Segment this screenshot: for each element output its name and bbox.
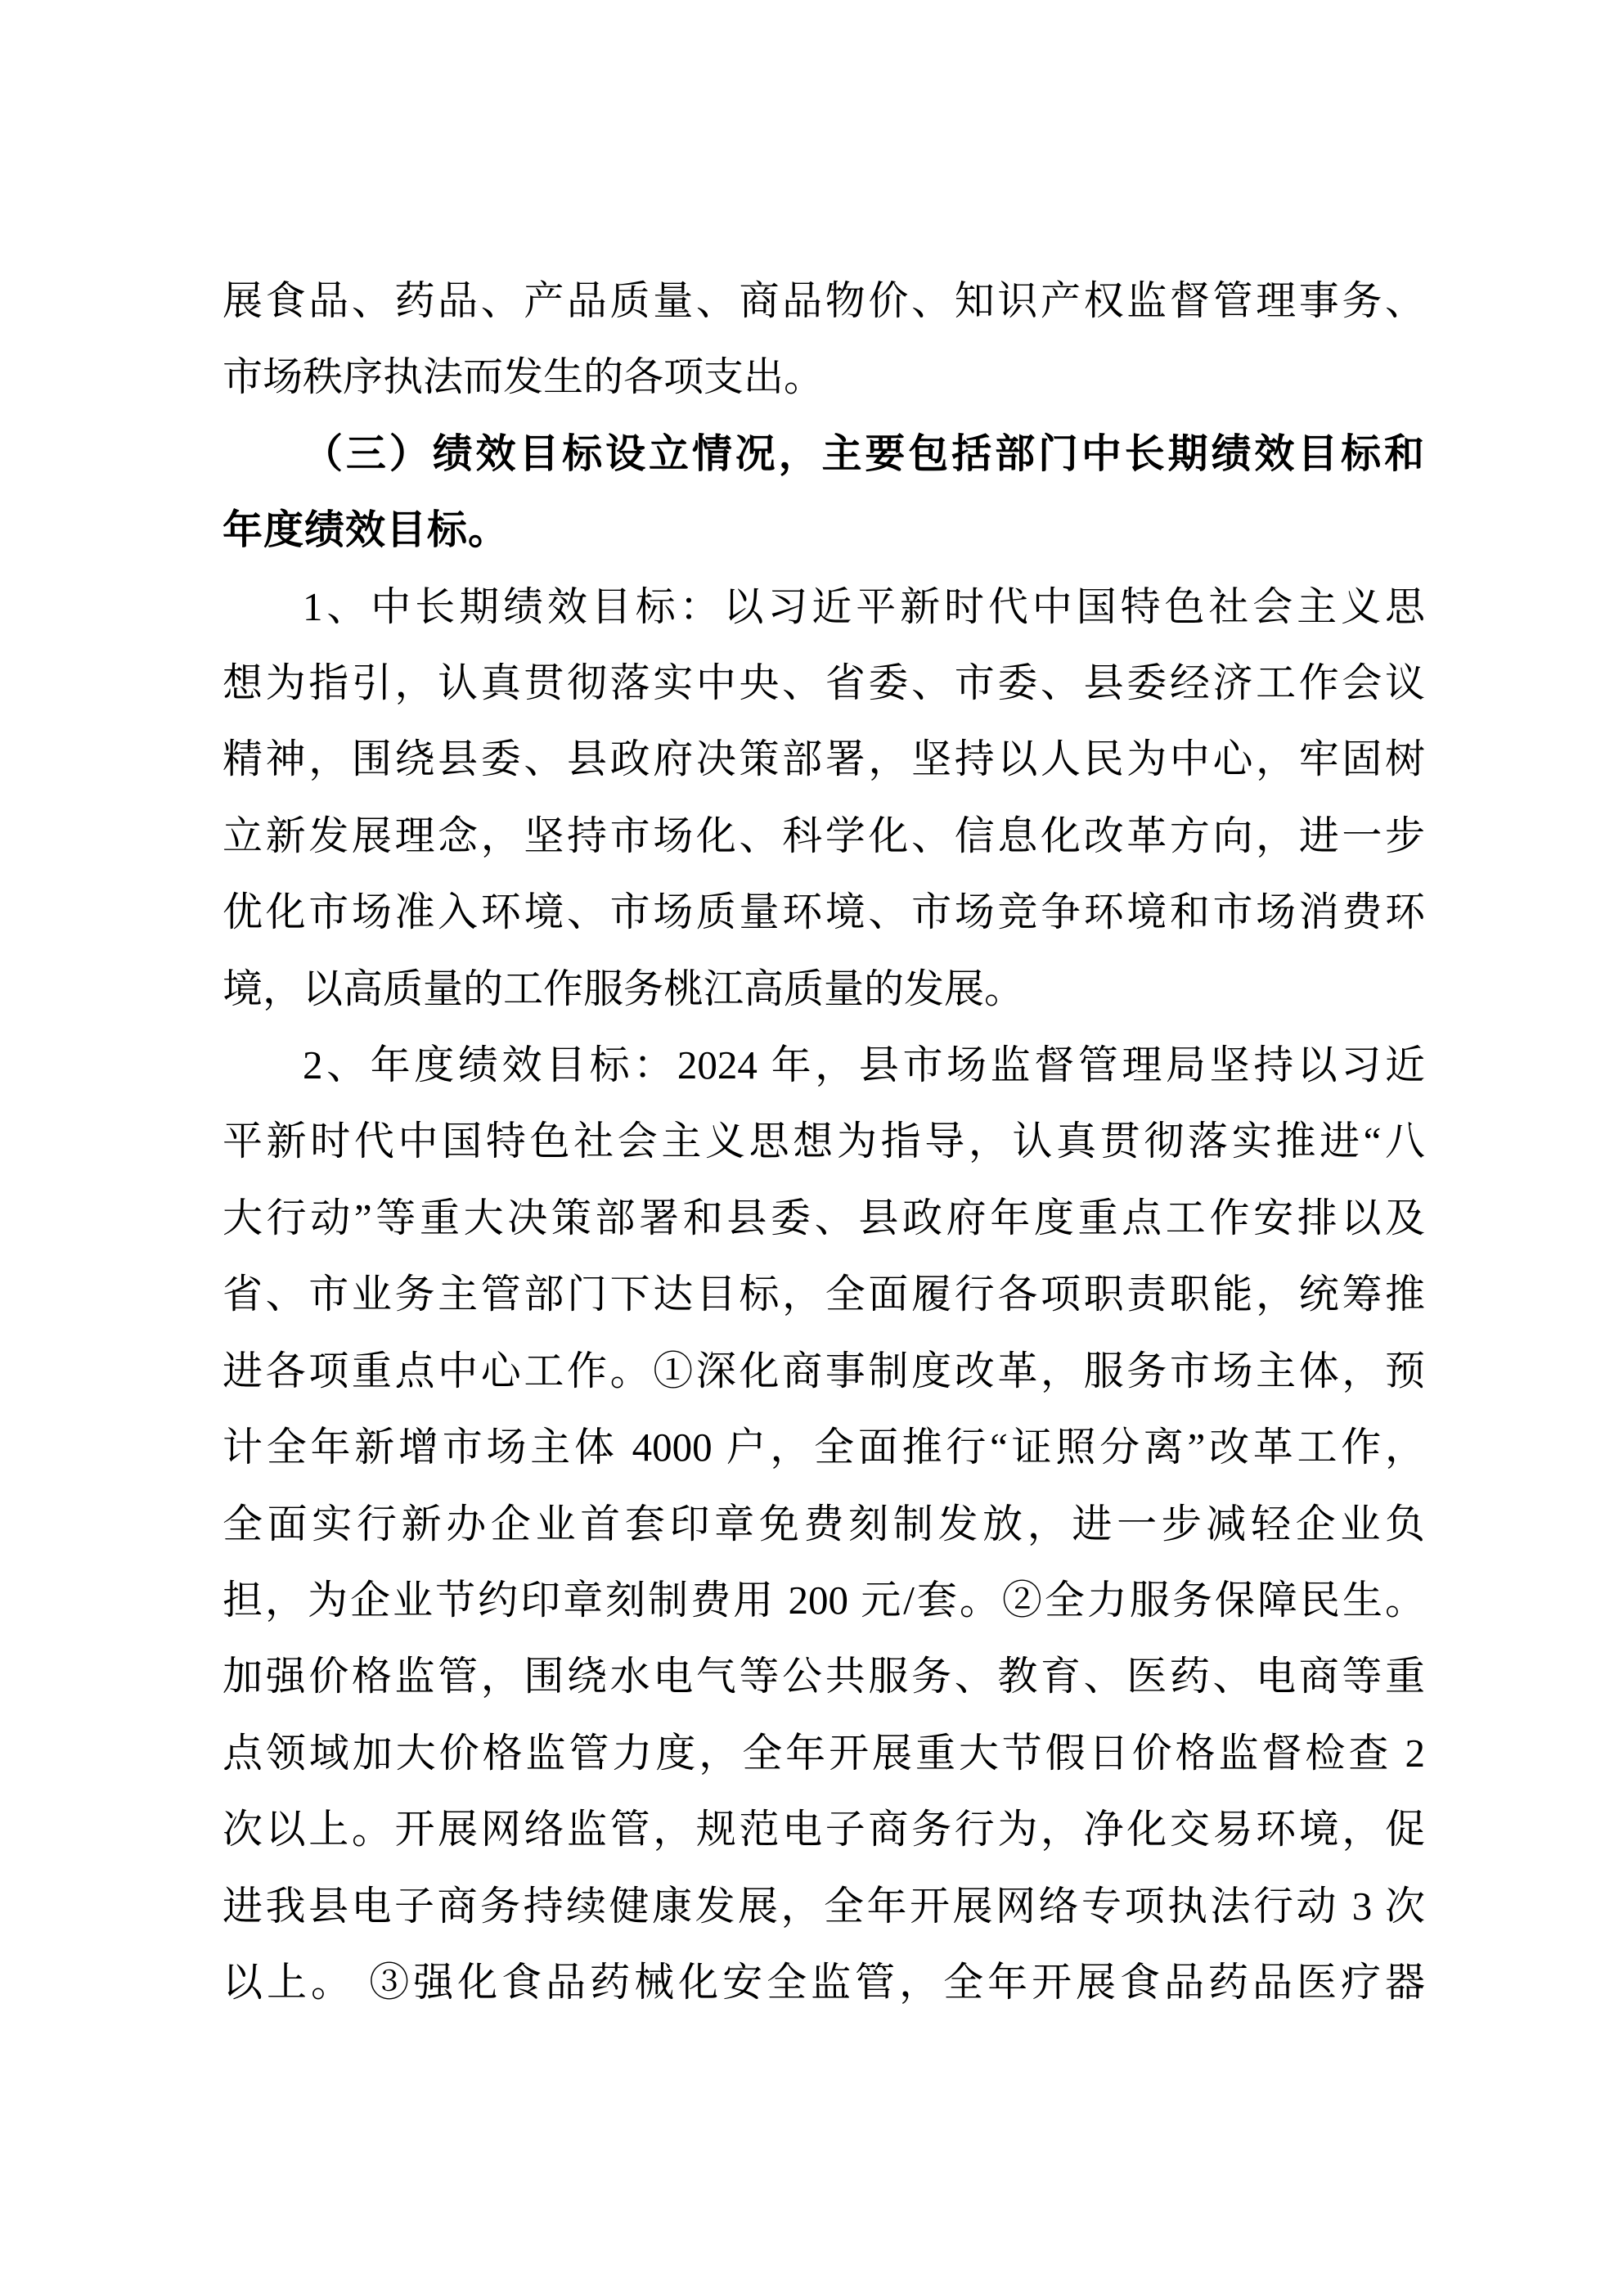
text-line: 次以上。开展网络监管，规范电子商务行为，净化交易环境，促 xyxy=(223,1807,1425,1853)
heading-line: 年度绩效目标。 xyxy=(223,507,510,553)
text-line: 进我县电子商务持续健康发展，全年开展网络专项执法行动 3 次 xyxy=(223,1883,1425,1929)
text-line: 省、市业务主管部门下达目标，全面履行各项职责职能，统筹推 xyxy=(223,1272,1425,1317)
paragraph-annual-performance-goals xyxy=(223,1027,1425,2020)
paragraph-midterm-performance-goals xyxy=(223,569,1425,1027)
text-line: 担，为企业节约印章刻制费用 200 元/套。②全力服务保障民生。 xyxy=(223,1577,1425,1623)
text-line: 2、年度绩效目标：2024 年，县市场监督管理局坚持以习近 xyxy=(303,1042,1425,1088)
text-line: 进各项重点中心工作。①深化商事制度改革，服务市场主体，预 xyxy=(223,1348,1425,1393)
text-line: 加强价格监管，围绕水电气等公共服务、教育、医药、电商等重 xyxy=(223,1654,1425,1699)
text-line: 展食品、药品、产品质量、商品物价、知识产权监督管理事务、 xyxy=(223,278,1425,323)
text-line: 以上。 ③强化食品药械化安全监管，全年开展食品药品医疗器 xyxy=(223,1959,1425,2005)
text-line: 优化市场准入环境、市场质量环境、市场竞争环境和市场消费环 xyxy=(223,889,1425,935)
text-line: 想为指引，认真贯彻落实中央、省委、市委、县委经济工作会议 xyxy=(223,660,1425,706)
text-line: 精神，围绕县委、县政府决策部署，坚持以人民为中心，牢固树 xyxy=(223,736,1425,782)
text-line: 全面实行新办企业首套印章免费刻制发放，进一步减轻企业负 xyxy=(223,1501,1425,1546)
text-line: 计全年新增市场主体 4000 户，全面推行“证照分离”改革工作， xyxy=(223,1425,1425,1470)
paragraph-expenditure-continuation xyxy=(223,263,1425,416)
text-line: 平新时代中国特色社会主义思想为指导，认真贯彻落实推进“八 xyxy=(223,1119,1425,1164)
text-line: 市场秩序执法而发生的各项支出。 xyxy=(223,354,825,400)
heading-line: （三）绩效目标设立情况，主要包括部门中长期绩效目标和 xyxy=(303,430,1425,476)
text-line: 境，以高质量的工作服务桃江高质量的发展。 xyxy=(223,966,1025,1011)
text-block xyxy=(223,263,1425,2020)
section-heading-performance-goals xyxy=(223,416,1425,569)
text-line: 1、中长期绩效目标：以习近平新时代中国特色社会主义思 xyxy=(303,583,1425,629)
text-line: 点领域加大价格监管力度，全年开展重大节假日价格监督检查 2 xyxy=(223,1730,1425,1776)
text-line: 立新发展理念，坚持市场化、科学化、信息化改革方向，进一步 xyxy=(223,813,1425,858)
text-line: 大行动”等重大决策部署和县委、县政府年度重点工作安排以及 xyxy=(223,1195,1425,1240)
